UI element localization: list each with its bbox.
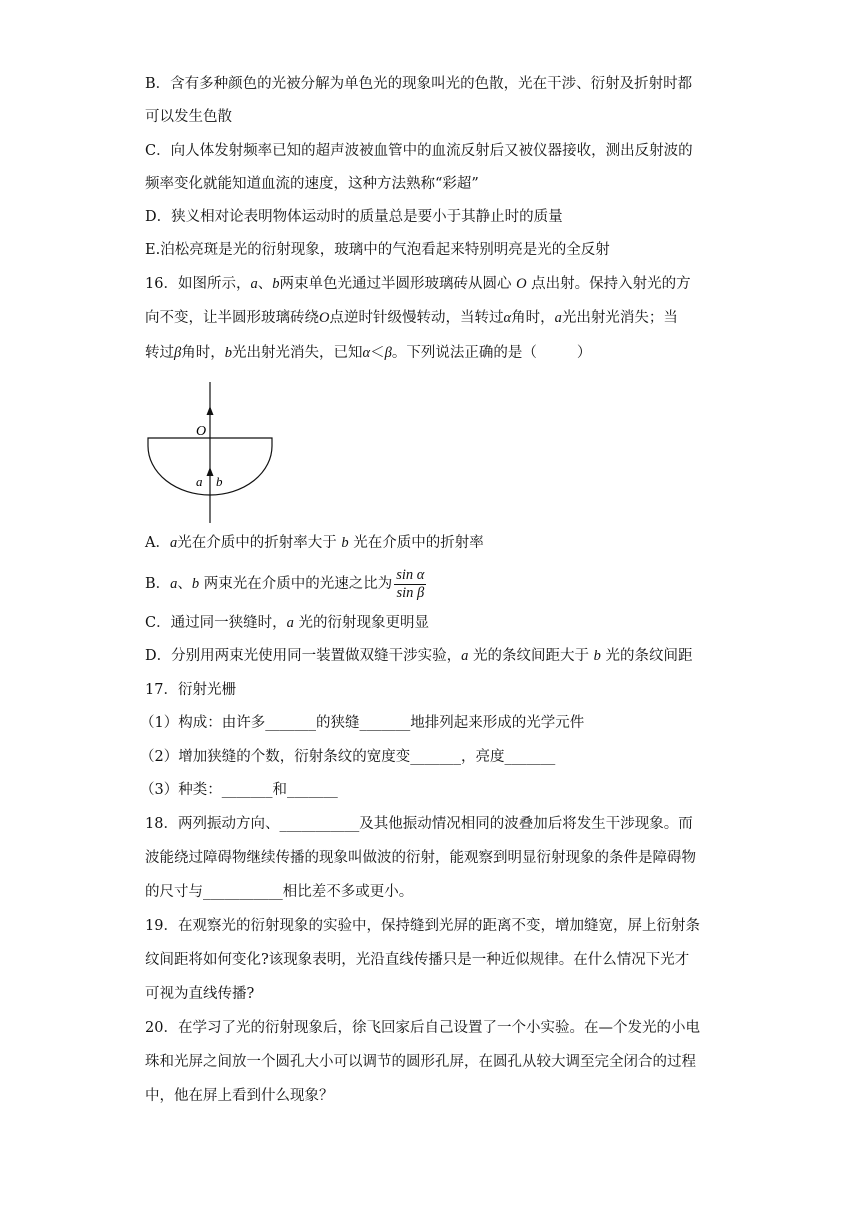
q16-stem-line2: 向不变，让半圆形玻璃砖绕O点逆时针级慢转动，当转过α角时，a光出射光消失；当 xyxy=(145,310,678,326)
q15-option-c-line2: 频率变化就能知道血流的速度，这种方法熟称“彩超” xyxy=(145,176,479,192)
q16-option-b: B．a、b 两束光在介质中的光速之比为 $\frac{\text{sin α}}{\text{sin β}}$ xyxy=(145,566,425,601)
q15-option-c-line1: C．向人体发射频率已知的超声波被血管中的血流反射后又被仪器接收，测出反射波的 xyxy=(145,143,693,159)
q20-line1: 20．在学习了光的衍射现象后，徐飞回家后自己设置了一个小实验。在—个发光的小电 xyxy=(145,1020,700,1036)
q20-line2: 珠和光屏之间放一个圆孔大小可以调节的圆形孔屏，在圆孔从较大调至完全闭合的过程 xyxy=(145,1054,696,1070)
q19-line1: 19．在观察光的衍射现象的实验中，保持缝到光屏的距离不变，增加缝宽，屏上衍射条 xyxy=(145,918,700,934)
q17-part2: （2）增加狭缝的个数，衍射条纹的宽度变_______，亮度_______ xyxy=(140,749,556,765)
q15-option-b-line2: 可以发生色散 xyxy=(145,109,232,125)
q19-line2: 纹间距将如何变化?该现象表明，光沿直线传播只是一种近似规律。在什么情况下光才 xyxy=(145,952,690,968)
q15-option-d: D．狭义相对论表明物体运动时的质量总是要小于其静止时的质量 xyxy=(145,209,563,225)
q17-title: 17．衍射光栅 xyxy=(145,682,236,698)
q15-option-e: E.泊松亮斑是光的衍射现象，玻璃中的气泡看起来特别明亮是光的全反射 xyxy=(145,242,610,258)
q20-line3: 中，他在屏上看到什么现象？ xyxy=(145,1088,334,1104)
q18-line2: 波能绕过障碍物继续传播的现象叫做波的衍射，能观察到明显衍射现象的条件是障碍物 xyxy=(145,850,696,866)
incident-arrow-icon xyxy=(207,467,214,476)
q18-line1: 18．两列振动方向、___________及其他振动情况相同的波叠加后将发生干涉现象。而 xyxy=(145,816,693,832)
label-a: a xyxy=(196,474,203,489)
label-b: b xyxy=(216,474,223,489)
q16-option-c: C．通过同一狭缝时，a 光的衍射现象更明显 xyxy=(145,615,429,631)
q16-option-d: D．分别用两束光使用同一装置做双缝干涉实验，a 光的条纹间距大于 b 光的条纹间距 xyxy=(145,648,693,664)
q16-option-a: A．a光在介质中的折射率大于 b 光在介质中的折射率 xyxy=(145,535,484,551)
exit-arrow-icon xyxy=(207,406,214,415)
q16-stem-line3: 转过β角时，b光出射光消失，已知α＜β。下列说法正确的是（ ） xyxy=(145,345,592,361)
q19-line3: 可视为直线传播? xyxy=(145,986,255,1002)
q16-stem-line1: 16．如图所示，a、b两束单色光通过半圆形玻璃砖从圆心 O 点出射。保持入射光的方 xyxy=(145,276,691,292)
label-o: O xyxy=(196,424,207,439)
sin-ratio-fraction: $\frac{\text{sin α}}{\text{sin β}}$ xyxy=(396,566,425,601)
q18-line3: 的尺寸与___________相比差不多或更小。 xyxy=(145,884,414,900)
semicircle-glass-figure xyxy=(140,380,280,530)
q17-part1: （1）构成：由许多_______的狭缝_______地排列起来形成的光学元件 xyxy=(140,715,585,731)
q15-option-b-line1: B．含有多种颜色的光被分解为单色光的现象叫光的色散，光在干涉、衍射及折射时都 xyxy=(145,76,693,92)
q17-part3: （3）种类：_______和_______ xyxy=(140,782,338,798)
